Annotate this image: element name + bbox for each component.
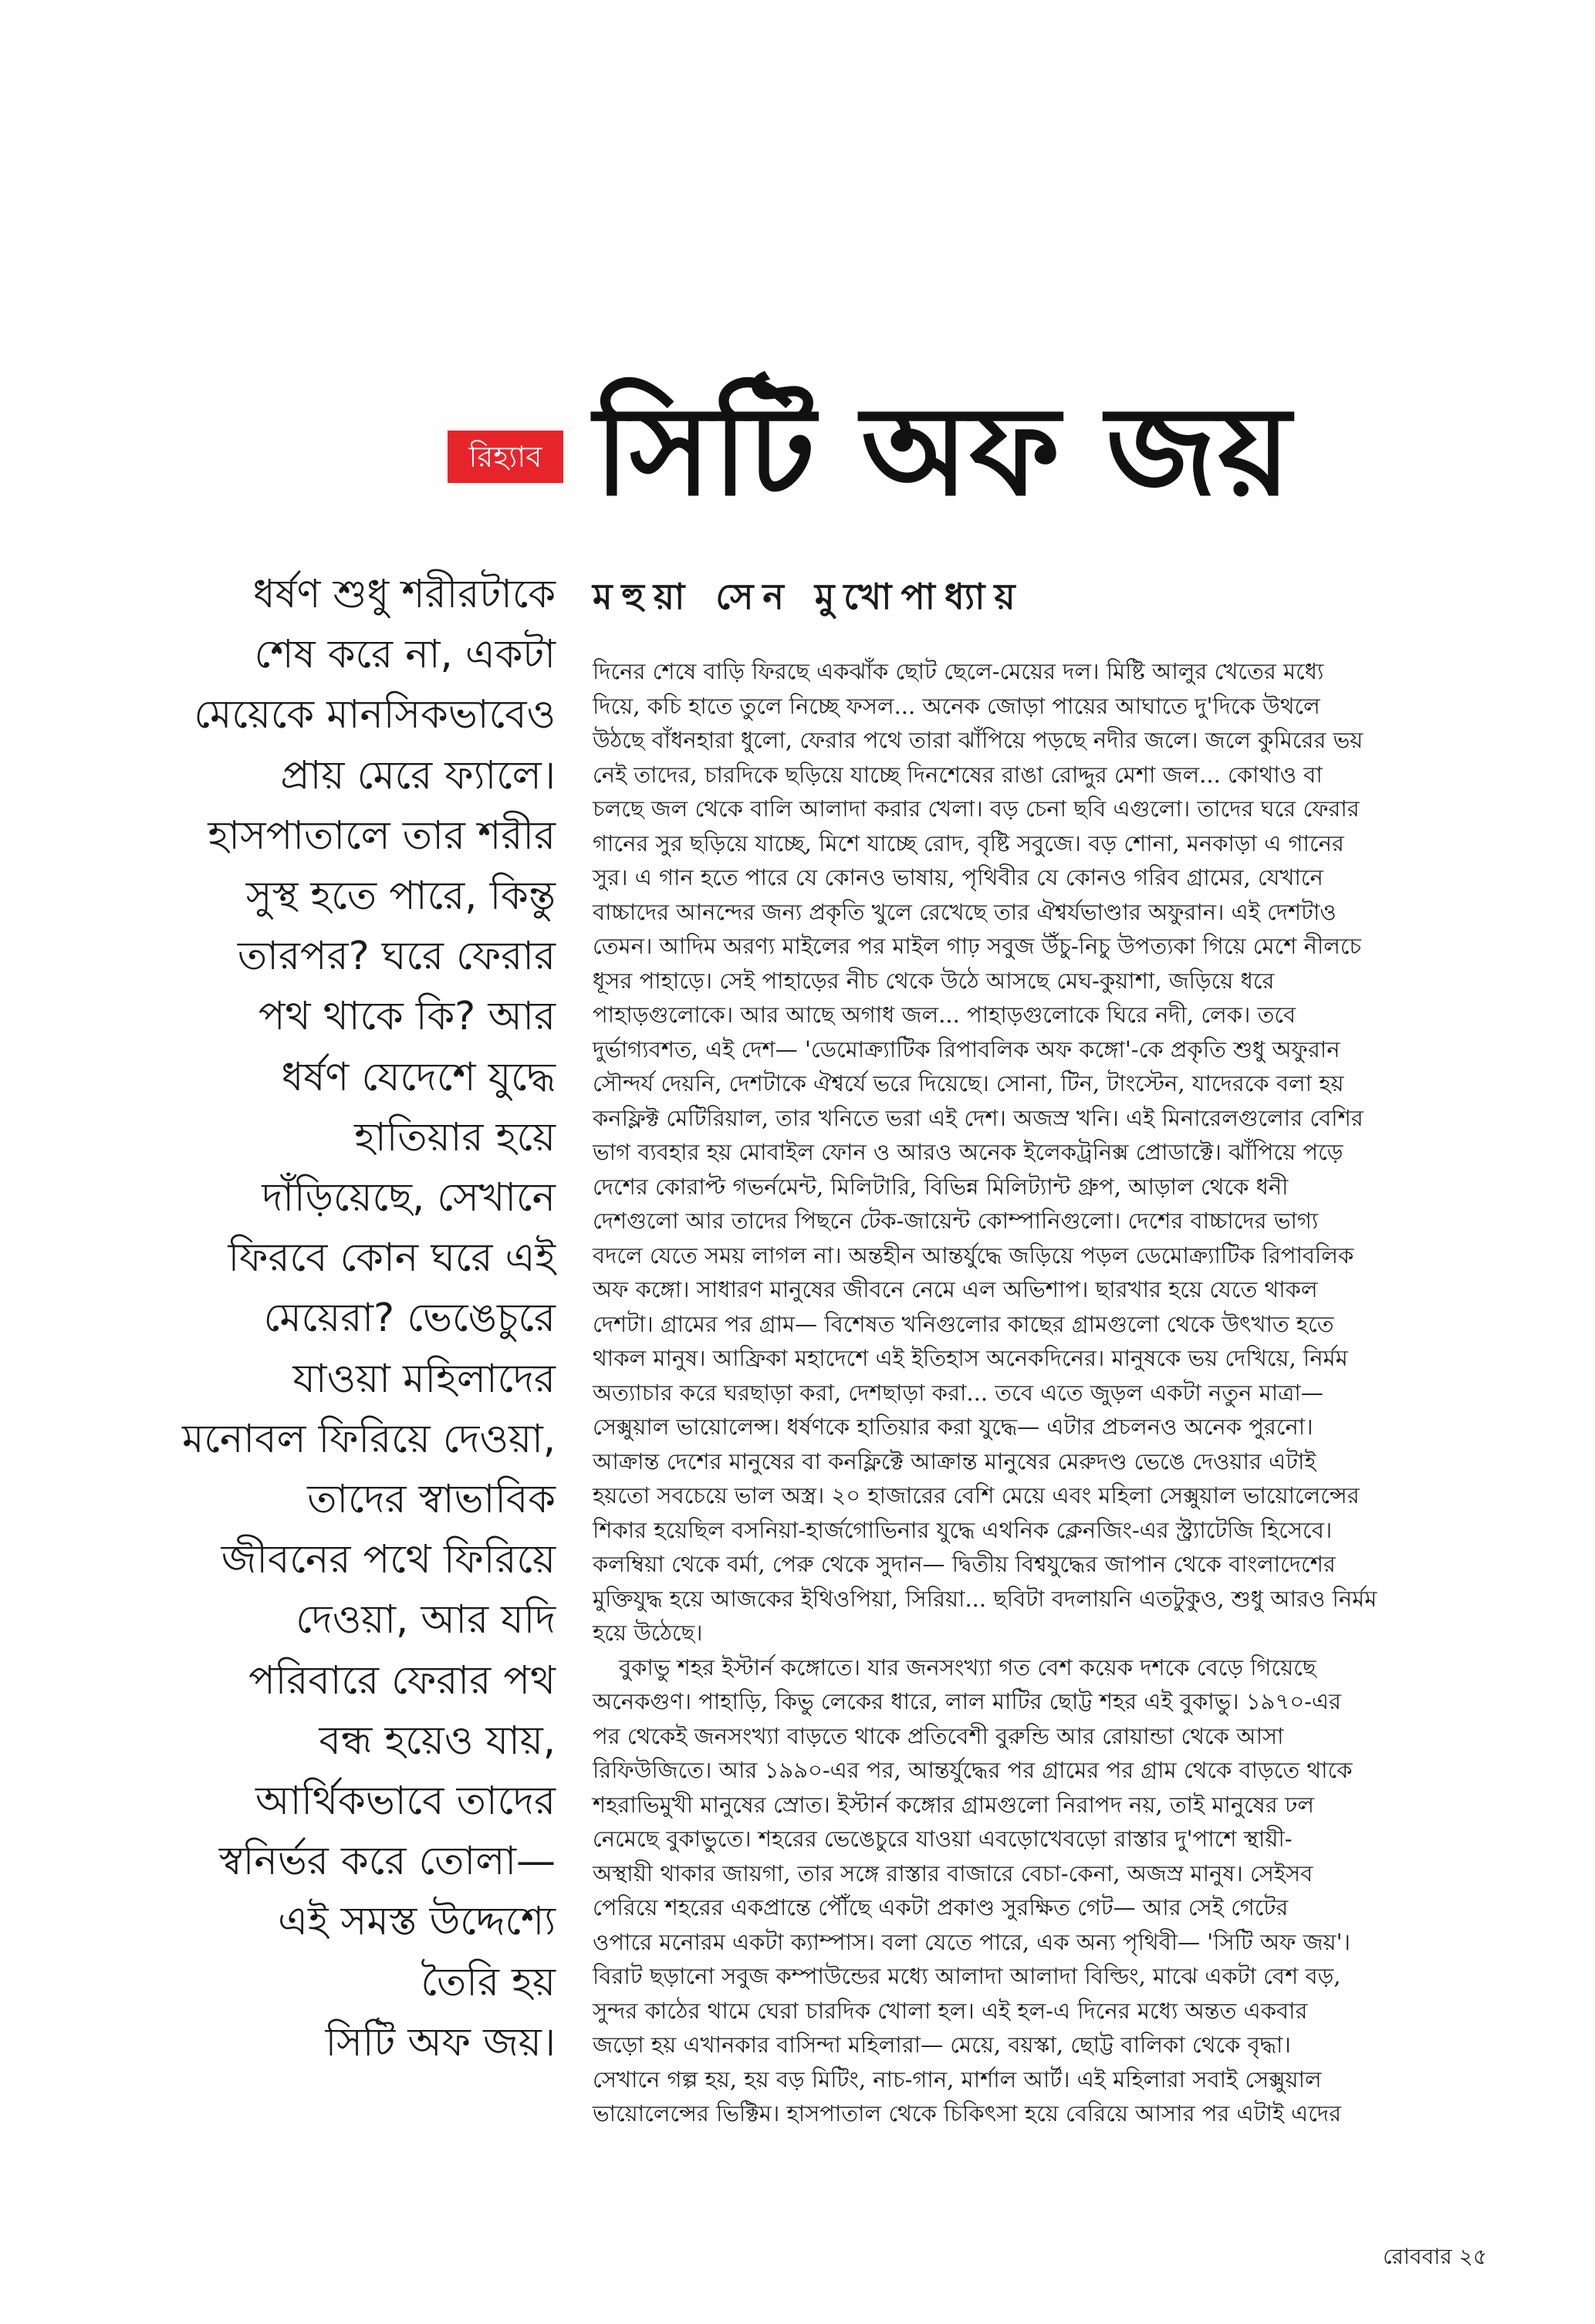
pull-quote-line: মনোবল ফিরিয়ে দেওয়া, (182, 1416, 556, 1462)
pull-quote-line: স্বনির্ভর করে তোলা— (218, 1839, 556, 1885)
body-line: শহরাভিমুখী মানুষের স্রোত। ইস্টার্ন কঙ্গোর গ্রামগুলো নিরাপদ নয়, তাই মানুষের ঢল (593, 1791, 1314, 1818)
pull-quote-line: ধর্ষণ যেদেশে যুদ্ধে (281, 1054, 556, 1100)
pull-quote-line: হাতিয়ার হয়ে (354, 1114, 556, 1160)
body-line: জড়ো হয় এখানকার বাসিন্দা মহিলারা— মেয়ে, বয়স্কা, ছোট্ট বালিকা থেকে বৃদ্ধা। (593, 2032, 1291, 2058)
body-line: তেমন। আদিম অরণ্য মাইলের পর মাইল গাঢ় সবুজ উঁচু-নিচু উপত্যকা গিয়ে মেশে নীলচে (593, 933, 1362, 959)
body-line: কলম্বিয়া থেকে বর্মা, পেরু থেকে সুদান— দ্বিতীয় বিশ্বযুদ্ধের জাপান থেকে বাংলাদেশের (593, 1551, 1336, 1577)
body-line: হয়তো সবচেয়ে ভাল অস্ত্র। ২০ হাজারের বেশি মেয়ে এবং মহিলা সেক্সুয়াল ভায়োলেন্সের (593, 1482, 1360, 1508)
pull-quote (116, 565, 556, 2066)
body-line: সৌন্দর্য দেয়নি, দেশটাকে ঐশ্বর্যে ভরে দিয়েছে। সোনা, টিন, টাংস্টেন, যাদেরকে বলা হয় (593, 1070, 1344, 1096)
pull-quote-line: মেয়েকে মানসিকভাবেও (194, 692, 556, 738)
page-folio: রোববার ২৫ (1383, 2244, 1487, 2269)
body-line: কনফ্লিক্ট মেটিরিয়াল, তার খনিতে ভরা এই দেশ। অজস্র খনি। এই মিনারেলগুলোর বেশির (593, 1104, 1364, 1131)
pull-quote-line: ফিরবে কোন ঘরে এই (228, 1235, 556, 1282)
body-line: ওপারে মনোরম একটা ক্যাম্পাস। বলা যেতে পারে, এক অন্য পৃথিবী— 'সিটি অফ জয়'। (593, 1928, 1350, 1955)
pull-quote-line: এই সমস্ত উদ্দেশ্যে (278, 1899, 556, 1945)
pull-quote-line: পরিবারে ফেরার পথ (248, 1657, 556, 1704)
pull-quote-line: ধর্ষণ শুধু শরীরটাকে (252, 572, 556, 617)
body-line: গানের সুর ছড়িয়ে যাচ্ছে, মিশে যাচ্ছে রোদ, বৃষ্টি সবুজে। বড় শোনা, মনকাড়া এ গানের (593, 829, 1344, 856)
body-line: অনেকগুণ। পাহাড়ি, কিভু লেকের ধারে, লাল মাটির ছোট্ট শহর এই বুকাভু। ১৯৭০-এর (593, 1688, 1341, 1714)
body-line: উঠছে বাঁধনহারা ধুলো, ফেরার পথে তারা ঝাঁপিয়ে পড়ছে নদীর জলে। জলে কুমিরের ভয় (593, 727, 1364, 753)
pull-quote-line: তারপর? ঘরে ফেরার (237, 934, 556, 980)
body-line: দেশটা। গ্রামের পর গ্রাম— বিশেষত খনিগুলোর কাছের গ্রামগুলো থেকে উৎখাত হতে (593, 1310, 1334, 1337)
body-line: সুন্দর কাঠের থামে ঘেরা চারদিক খোলা হল। এই হল-এ দিনের মধ্যে অন্তত একবার (593, 1997, 1308, 2024)
body-line: সুর। এ গান হতে পারে যে কোনও ভাষায়, পৃথিবীর যে কোনও গরিব গ্রামের, যেখানে (593, 864, 1323, 890)
body-line: অফ কঙ্গো। সাধারণ মানুষের জীবনে নেমে এল অভিশাপ। ছারখার হয়ে যেতে থাকল (593, 1276, 1318, 1302)
body-line: থাকল মানুষ। আফ্রিকা মহাদেশে এই ইতিহাস অনেকদিনের। মানুষকে ভয় দেখিয়ে, নির্মম (593, 1345, 1348, 1371)
article-title: সিটি অফ জয় (594, 379, 1293, 523)
pull-quote-line: তাদের স্বাভাবিক (307, 1477, 556, 1523)
pull-quote-line: দাঁড়িয়েছে, সেখানে (262, 1175, 556, 1221)
pull-quote-line: যাওয়া মহিলাদের (292, 1356, 556, 1402)
body-line: দেশের কোরাপ্ট গভর্নমেন্ট, মিলিটারি, বিভিন্ন মিলিট্যান্ট গ্রুপ, আড়াল থেকে ধনী (593, 1173, 1289, 1200)
author-byline: মহুয়া সেন মুখোপাধ্যায় (593, 576, 1025, 617)
body-line: সেখানে গল্প হয়, হয় বড় মিটিং, নাচ-গান, মার্শাল আর্ট। এই মহিলারা সবাই সেক্সুয়াল (593, 2066, 1322, 2093)
pull-quote-line: তৈরি হয় (421, 1959, 556, 2005)
body-line: বিরাট ছড়ানো সবুজ কম্পাউন্ডের মধ্যে আলাদা আলাদা বিল্ডিং, মাঝে একটা বেশ বড়, (593, 1963, 1341, 1989)
pull-quote-line: আর্থিকভাবে তাদের (255, 1778, 556, 1825)
pull-quote-line: সুস্থ হতে পারে, কিন্তু (245, 873, 556, 920)
body-line: দিনের শেষে বাড়ি ফিরছে একঝাঁক ছোট ছেলে-মেয়ের দল। মিষ্টি আলুর খেতের মধ্যে (593, 658, 1324, 684)
body-line: হয়ে উঠেছে। (593, 1620, 703, 1646)
body-line: বদলে যেতে সময় লাগল না। অন্তহীন আন্তর্যুদ্ধে জড়িয়ে পড়ল ডেমোক্র্যাটিক রিপাবলিক (593, 1241, 1354, 1268)
body-line: সেক্সুয়াল ভায়োলেন্স। ধর্ষণকে হাতিয়ার করা যুদ্ধে— এটার প্রচলনও অনেক পুরনো। (593, 1414, 1313, 1440)
section-tag: রিহ্যাব (448, 431, 563, 483)
pull-quote-line: হাসপাতালে তার শরীর (208, 812, 556, 859)
body-line: চলছে জল থেকে বালি আলাদা করার খেলা। বড় চেনা ছবি এগুলো। তাদের ঘরে ফেরার (593, 795, 1360, 822)
body-line: নেই তাদের, চারদিকে ছড়িয়ে যাচ্ছে দিনশেষের রাঙা রোদ্দুর মেশা জল... কোথাও বা (593, 761, 1323, 788)
body-line: বুকাভু শহর ইস্টার্ন কঙ্গোতে। যার জনসংখ্যা গত বেশ কয়েক দশকে বেড়ে গিয়েছে (619, 1653, 1316, 1681)
body-line: মুক্তিযুদ্ধ হয়ে আজকের ইথিওপিয়া, সিরিয়া... ছবিটা বদলায়নি এতটুকুও, শুধু আরও নির্মম (593, 1585, 1377, 1612)
body-line: ভাগ ব্যবহার হয় মোবাইল ফোন ও আরও অনেক ইলেকট্রনিক্স প্রোডাক্টে। ঝাঁপিয়ে পড়ে (593, 1139, 1343, 1165)
pull-quote-line: সিটি অফ জয়। (325, 2019, 556, 2066)
body-line: অত্যাচার করে ঘরছাড়া করা, দেশছাড়া করা... তবে এতে জুড়ল একটা নতুন মাত্রা— (593, 1379, 1323, 1406)
pull-quote-line: শেষ করে না, একটা (254, 632, 556, 678)
body-line: দেশগুলো আর তাদের পিছনে টেক-জায়েন্ট কোম্পানিগুলো। দেশের বাচ্চাদের ভাগ্য (593, 1208, 1319, 1234)
pull-quote-line: জীবনের পথে ফিরিয়ে (221, 1537, 556, 1583)
body-line: রিফিউজিতে। আর ১৯৯০-এর পর, আন্তর্যুদ্ধের পর গ্রামের পর গ্রাম থেকে বাড়তে থাকে (593, 1757, 1353, 1783)
pull-quote-line: প্রায় মেরে ফ্যালে। (280, 752, 556, 799)
body-line: ভায়োলেন্সের ভিক্টিম। হাসপাতাল থেকে চিকিৎসা হয়ে বেরিয়ে আসার পর এটাই এদের (593, 2100, 1342, 2126)
body-line: ধূসর পাহাড়ে। সেই পাহাড়ের নীচ থেকে উঠে আসছে মেঘ-কুয়াশা, জড়িয়ে ধরে (593, 967, 1275, 994)
body-line: দুর্ভাগ্যবশত, এই দেশ— 'ডেমোক্র্যাটিক রিপাবলিক অফ কঙ্গো'-কে প্রকৃতি শুধু অফুরান (593, 1035, 1340, 1062)
article-body (593, 654, 1480, 2159)
body-line: শিকার হয়েছিল বসনিয়া-হার্জগোভিনার যুদ্ধে এথনিক ক্লেনজিং-এর স্ট্র্যাটেজি হিসেবে। (593, 1516, 1333, 1543)
body-line: পর থেকেই জনসংখ্যা বাড়তে থাকে প্রতিবেশী বুরুন্ডি আর রোয়ান্ডা থেকে আসা (593, 1722, 1284, 1749)
pull-quote-line: পথ থাকে কি? আর (258, 994, 556, 1040)
pull-quote-line: বন্ধ হয়েও যায়, (319, 1718, 556, 1764)
body-line: বাচ্চাদের আনন্দের জন্য প্রকৃতি খুলে রেখেছে তার ঐশ্বর্যভাণ্ডার অফুরান। এই দেশটাও (593, 898, 1336, 925)
body-line: অস্থায়ী থাকার জায়গা, তার সঙ্গে রাস্তার বাজারে বেচা-কেনা, অজস্র মানুষ। সেইসব (593, 1860, 1313, 1887)
pull-quote-line: দেওয়া, আর যদি (296, 1597, 556, 1643)
body-line: পেরিয়ে শহরের একপ্রান্তে পৌঁছে একটা প্রকাণ্ড সুরক্ষিত গেট— আর সেই গেটের (593, 1894, 1289, 1920)
body-line: পাহাড়গুলোকে। আর আছে অগাধ জল... পাহাড়গুলোকে ঘিরে নদী, লেক। তবে (593, 1002, 1296, 1028)
body-line: দিয়ে, কচি হাতে তুলে নিচ্ছে ফসল... অনেক জোড়া পায়ের আঘাতে দু'দিকে উথলে (593, 692, 1320, 719)
body-line: নেমেছে বুকাভুতে। শহরের ভেঙেচুরে যাওয়া এবড়োখেবড়ো রাস্তার দু'পাশে স্থায়ী- (593, 1826, 1293, 1852)
body-line: আক্রান্ত দেশের মানুষের বা কনফ্লিক্টে আক্রান্ত মানুষের মেরুদণ্ড ভেঙে দেওয়ার এটাই (593, 1447, 1316, 1474)
pull-quote-line: মেয়েরা? ভেঙেচুরে (263, 1295, 556, 1342)
